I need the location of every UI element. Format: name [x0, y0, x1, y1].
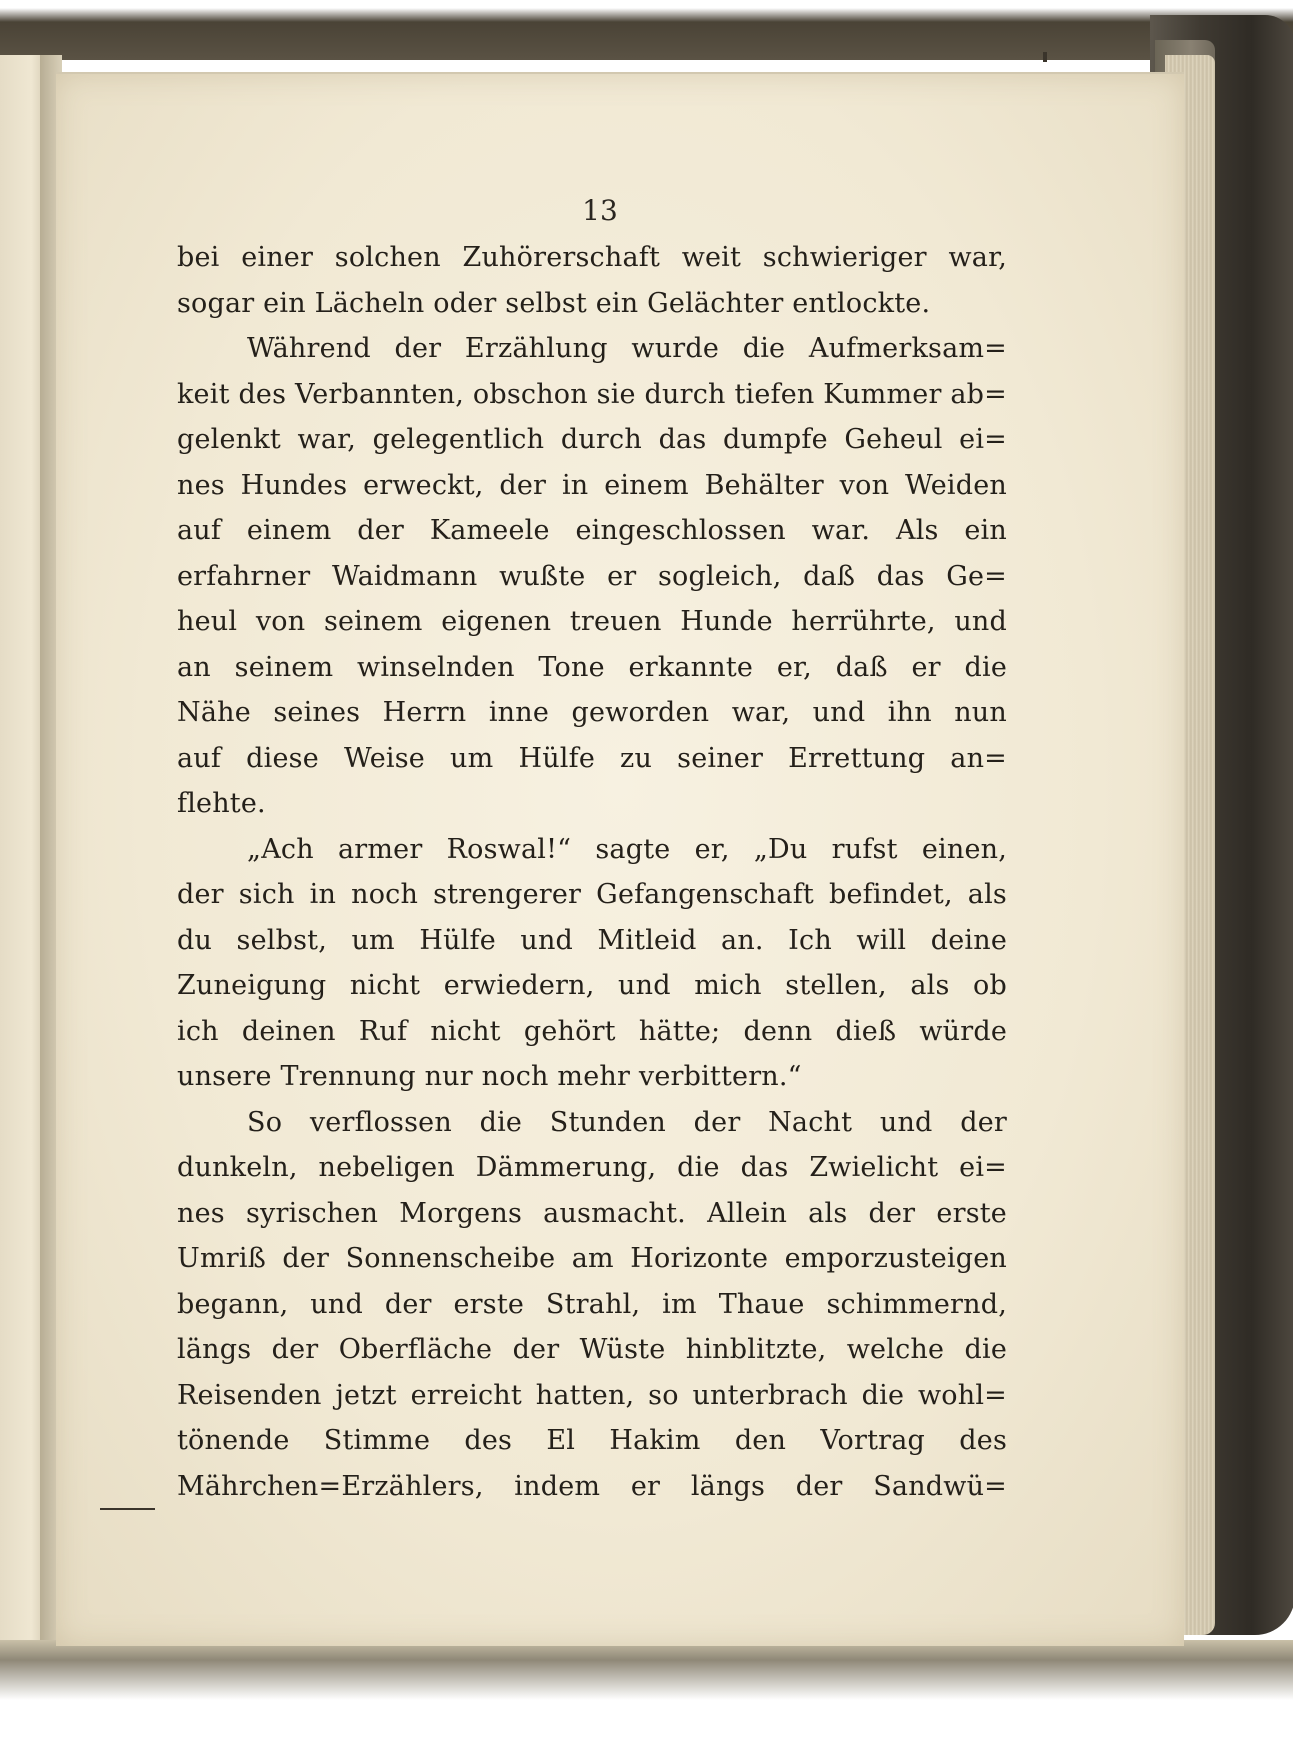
text-line: nes Hundes erweckt, der in einem Behälter von Weiden [177, 469, 1007, 501]
top-shadow [0, 0, 1293, 60]
text-line: Nähe seines Herrn inne geworden war, und ihn nun [177, 697, 1007, 728]
text-line: Mährchen=Erzählers, indem er längs der Sandwü= [177, 1470, 1007, 1502]
text-line: sogar ein Lächeln oder selbst ein Gelächter entlockte. [177, 287, 931, 319]
text-line: an seinem winselnden Tone erkannte er, daß er die [177, 651, 1007, 683]
text-line: bei einer solchen Zuhörerschaft weit schwieriger war, [177, 242, 1007, 273]
page-number: 13 [582, 194, 618, 227]
bottom-shadow [0, 1640, 1293, 1742]
text-line: gelenkt war, gelegentlich durch das dumpfe Geheul ei= [177, 424, 1007, 455]
text-line: Zuneigung nicht erwiedern, und mich stellen, als ob [177, 970, 1007, 1001]
text-line: Reisenden jetzt erreicht hatten, so unterbrach die wohl= [177, 1379, 1007, 1411]
text-line: ich deinen Ruf nicht gehört hätte; denn dieß würde [177, 1015, 1007, 1047]
text-line: begann, und der erste Strahl, im Thaue schimmernd, [177, 1288, 1007, 1320]
text-line: erfahrner Waidmann wußte er sogleich, daß das Ge= [177, 560, 1007, 592]
text-line: „Ach armer Roswal!“ sagte er, „Du rufst einen, [247, 833, 1007, 865]
text-line: flehte. [177, 788, 266, 819]
text-line: auf diese Weise um Hülfe zu seiner Errettung an= [177, 742, 1007, 774]
text-line: So verflossen die Stunden der Nacht und der [247, 1106, 1007, 1138]
text-line: der sich in noch strengerer Gefangenschaft befindet, als [177, 879, 1007, 910]
body-text [177, 235, 1007, 1509]
margin-mark [100, 1508, 155, 1510]
text-line: heul von seinem eigenen treuen Hunde herrührte, und [177, 606, 1007, 637]
text-line: Während der Erzählung wurde die Aufmerksam= [247, 333, 1007, 364]
text-line: dunkeln, nebeligen Dämmerung, die das Zwielicht ei= [177, 1152, 1007, 1183]
text-line: tönende Stimme des El Hakim den Vortrag des [177, 1425, 1007, 1456]
text-line: längs der Oberfläche der Wüste hinblitzte, welche die [177, 1334, 1007, 1365]
text-line: unsere Trennung nur noch mehr verbittern.“ [177, 1061, 802, 1092]
text-line: auf einem der Kameele eingeschlossen war. Als ein [177, 515, 1007, 546]
print-mark [1043, 52, 1047, 62]
text-line: keit des Verbannten, obschon sie durch tiefen Kummer ab= [177, 378, 1007, 410]
text-line: Umriß der Sonnenscheibe am Horizonte emporzusteigen [177, 1243, 1007, 1274]
text-line: du selbst, um Hülfe und Mitleid an. Ich will deine [177, 924, 1007, 956]
text-line: nes syrischen Morgens ausmacht. Allein als der erste [177, 1197, 1007, 1229]
